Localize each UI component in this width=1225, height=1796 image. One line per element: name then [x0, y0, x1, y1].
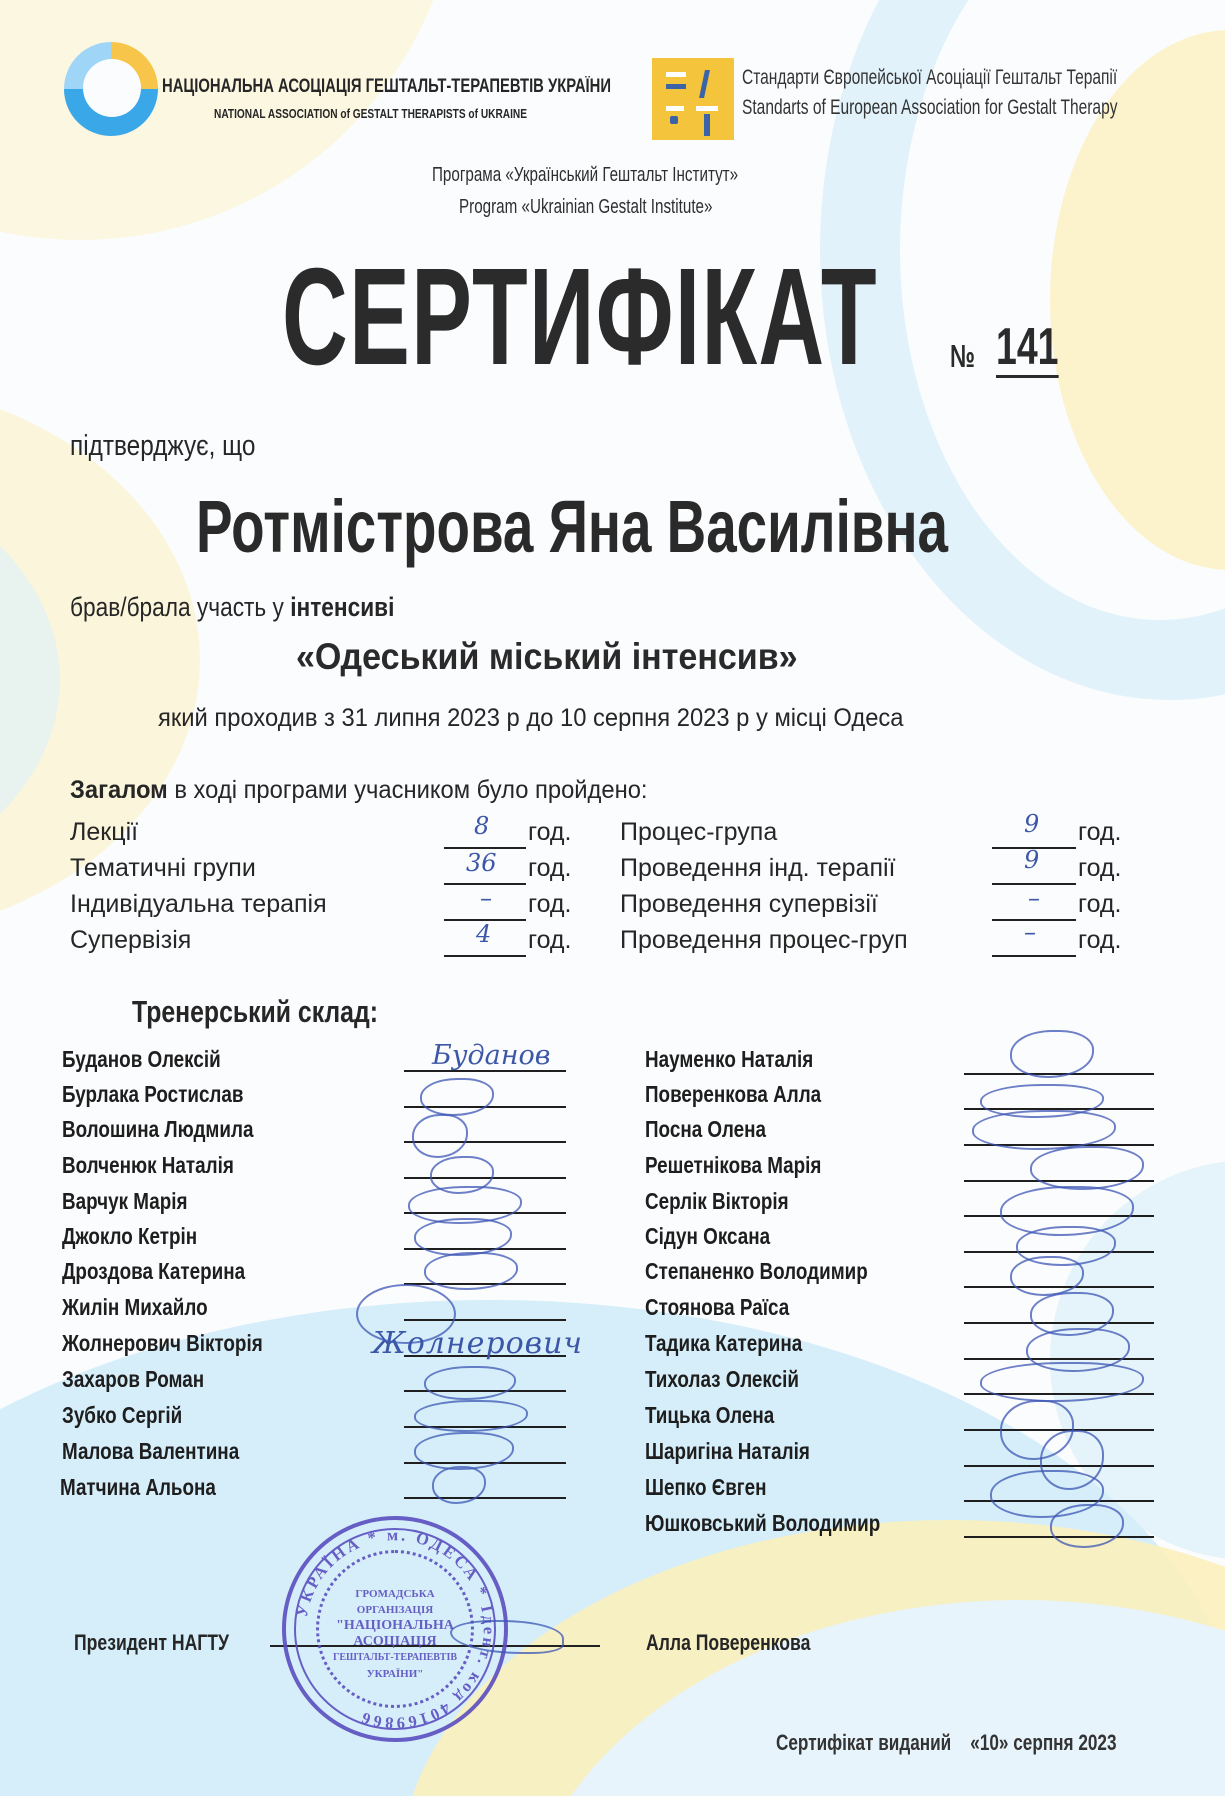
participation-prefix: брав/брала участь у — [70, 592, 291, 622]
trainer-name: Посна Олена — [645, 1116, 766, 1142]
issued-label: Сертифікат виданий — [776, 1730, 952, 1755]
trainer-name: Буданов Олексій — [62, 1046, 221, 1072]
trainer-name: Тадика Катерина — [645, 1330, 803, 1356]
trainer-name: Тицька Олена — [645, 1402, 775, 1428]
hours-unit: год. — [1078, 926, 1122, 954]
hours-value-conducting-supervision: – — [1028, 884, 1040, 912]
hours-label-conducting-individual-therapy: Проведення інд. терапії — [620, 854, 896, 882]
summary-bold: Загалом — [70, 776, 168, 804]
signature-budanov: Буданов — [432, 1040, 551, 1071]
trainer-name: Зубко Сергій — [62, 1402, 183, 1428]
hours-value-individual-therapy: – — [480, 884, 492, 912]
hours-unit: год. — [528, 818, 572, 846]
trainer-name: Варчук Марія — [62, 1188, 188, 1214]
stamp-line: ГЕШТАЛЬТ-ТЕРАПЕВТІВ — [332, 1652, 458, 1663]
signature-scribble — [356, 1284, 456, 1344]
trainer-name: Джокло Кетрін — [62, 1223, 198, 1249]
certificate-number: 141 — [996, 318, 1059, 376]
nagtu-name-en: NATIONAL ASSOCIATION of GESTALT THERAPISTS of UKRAINE — [214, 106, 528, 121]
stamp-line: ОРГАНІЗАЦІЯ — [356, 1604, 434, 1616]
trainer-name: Поверенкова Алла — [645, 1081, 822, 1107]
stamp-line: ГРОМАДСЬКА — [355, 1588, 435, 1600]
hours-unit: год. — [528, 926, 572, 954]
stamp-line: УКРАЇНИ" — [366, 1668, 424, 1680]
trainer-name: Тихолаз Олексій — [645, 1366, 799, 1392]
trainer-name: Жолнерович Вікторія — [62, 1330, 263, 1356]
trainer-name: Захаров Роман — [62, 1366, 205, 1392]
hours-label-thematic-groups: Тематичні групи — [70, 854, 256, 882]
nagtu-name-uk: НАЦІОНАЛЬНА АСОЦІАЦІЯ ГЕШТАЛЬТ-ТЕРАПЕВТІВ УКРАЇНИ — [162, 76, 611, 97]
confirms-text: підтверджує, що — [70, 430, 256, 462]
hours-label-conducting-process-groups: Проведення процес-груп — [620, 926, 908, 954]
program-en: Program «Ukrainian Gestalt Institute» — [459, 196, 713, 218]
participation-type: інтенсиві — [290, 592, 395, 622]
hours-value-process-group: 9 — [1024, 810, 1040, 838]
issued-line — [776, 1730, 1117, 1756]
trainer-name: Малова Валентина — [62, 1438, 240, 1464]
trainer-name: Науменко Наталія — [645, 1046, 814, 1072]
hours-value-supervision: 4 — [476, 920, 492, 948]
issued-date: «10» серпня 2023 — [970, 1730, 1117, 1755]
hours-value-lectures: 8 — [474, 812, 490, 840]
program-uk: Програма «Український Гештальт Інститут» — [432, 164, 739, 186]
hours-unit: год. — [528, 890, 572, 918]
trainer-name: Шаригіна Наталія — [645, 1438, 810, 1464]
trainer-name: Дроздова Катерина — [62, 1258, 246, 1284]
trainer-name: Волченюк Наталія — [62, 1152, 234, 1178]
president-name: Алла Поверенкова — [646, 1630, 811, 1655]
president-label: Президент НАГТУ — [74, 1630, 229, 1655]
hours-label-process-group: Процес-група — [620, 818, 778, 846]
hours-value-thematic-groups: 36 — [466, 849, 497, 877]
number-label: № — [950, 338, 975, 374]
trainer-name: Жилін Михайло — [62, 1294, 208, 1320]
trainer-name: Матчина Альона — [60, 1474, 216, 1500]
stamp-line: АСОЦІАЦІЯ — [353, 1634, 437, 1649]
hours-label-supervision: Супервізія — [70, 926, 192, 954]
dates-line: який проходив з 31 липня 2023 р до 10 серпня 2023 р у місці Одеса — [158, 704, 904, 732]
nagtu-logo-icon — [64, 42, 158, 136]
hours-unit: год. — [1078, 818, 1122, 846]
summary-rest: в ході програми учасником було пройдено: — [167, 776, 648, 804]
trainer-name: Серлік Вікторія — [645, 1188, 789, 1214]
event-name: «Одеський міський інтенсив» — [296, 636, 798, 677]
eagt-standards-en: Standarts of European Association for Gestalt Therapy — [742, 96, 1118, 119]
trainers-heading: Тренерський склад: — [132, 994, 378, 1029]
hours-value-conducting-process-groups: – — [1024, 918, 1036, 946]
trainer-name: Волошина Людмила — [62, 1116, 254, 1142]
eagt-standards-uk: Стандарти Європейської Асоціації Гештальт Терапії — [742, 66, 1118, 89]
stamp-line: "НАЦІОНАЛЬНА — [336, 1618, 454, 1633]
trainer-name: Стоянова Раїса — [645, 1294, 790, 1320]
hours-unit: год. — [1078, 890, 1122, 918]
trainer-name: Бурлака Ростислав — [62, 1081, 244, 1107]
svg-text:УКРАЇНА * м. ОДЕСА * Ідент. ко: УКРАЇНА * м. ОДЕСА * Ідент. код 40169866 — [291, 1525, 499, 1733]
hours-unit: год. — [528, 854, 572, 882]
hours-label-individual-therapy: Індивідуальна терапія — [70, 890, 327, 918]
hours-unit: год. — [1078, 854, 1122, 882]
trainer-name: Сідун Оксана — [645, 1223, 771, 1249]
trainer-name: Степаненко Володимир — [645, 1258, 868, 1284]
trainer-name: Юшковський Володимир — [645, 1510, 881, 1536]
certificate-title: СЕРТИФІКАТ — [282, 240, 878, 394]
eagt-logo-icon — [652, 58, 734, 140]
hours-label-conducting-supervision: Проведення супервізії — [620, 890, 878, 918]
trainer-name: Решетнікова Марія — [645, 1152, 822, 1178]
participation-line — [70, 592, 394, 623]
trainer-name: Шепко Євген — [645, 1474, 767, 1500]
hours-value-conducting-individual-therapy: 9 — [1024, 846, 1040, 874]
summary-line — [70, 776, 648, 805]
hours-label-lectures: Лекції — [70, 818, 139, 846]
recipient-name: Ротмістрова Яна Василівна — [196, 485, 948, 568]
signature-zholnerovych: Жолнерович — [372, 1326, 584, 1361]
